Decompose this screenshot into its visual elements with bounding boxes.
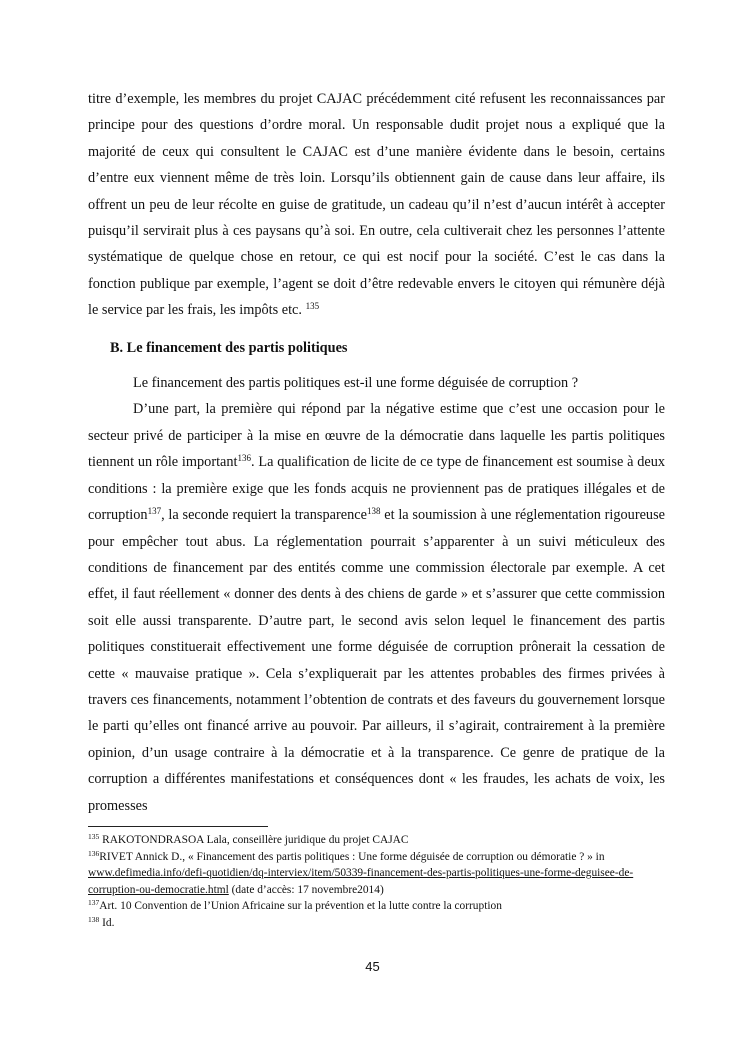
analysis-text-4: et la soumission à une réglementation rigoureuse pour empêcher tout abus. La réglementation pourrait s’apparenter à un suivi méticuleux des conditions de financement par des entités comme une commission électorale par exemple. A cet effet, il faut réellement « donner des dents à des chiens de garde » et s’assurer que cette commission soit elle aussi transparente. D’autre part, le second avis selon lequel le financement des partis politiques constituerait effectivement une forme déguisée de corruption prônerait la cessation de cette « mauvaise pratique ». Cela s’expliquerait par les attentes probables des firmes privées à travers ces financements, notamment l’obtention de contrats et des faveurs du gouvernement lorsque le parti qu’elles ont financé arrive au pouvoir. Par ailleurs, il s’agirait, contrairement à la première opinion, d’un usage contraire à la démocratie et à la transparence. Ce genre de pratique de la corruption a différentes manifestations et conséquences dont « les fraudes, les achats de voix, les promesses bbox=[88, 507, 665, 814]
footnote-137 bbox=[88, 898, 665, 915]
analysis-text-1: D’une part, la première qui répond par la négative estime que c’est une occasion pour le secteur privé de participer à la mise en œuvre de la démocratie dans laquelle les partis politiques tiennent un rôle important bbox=[88, 401, 665, 471]
page-number: 45 bbox=[365, 959, 380, 974]
footnote-text: Id. bbox=[99, 916, 115, 929]
paragraph-continuation-text: titre d’exemple, les membres du projet CAJAC précédemment cité refusent les reconnaissances par principe pour des questions d’ordre moral. Un responsable dudit projet nous a expliqué que la majorité de ceux qui consultent le CAJAC est d’une manière évidente dans le besoin, certains d’entre eux viennent même de très loin. Lorsqu’ils obtiennent gain de cause dans leur affaire, ils offrent un peu de leur récolte en guise de gratitude, un cadeau qu’il n’est d’aucun intérêt à accepter puisqu’il servirait plus à ces paysans qu’à soi. En outre, cela cultiverait chez les personnes l’attente systématique de quelque chose en retour, ce qui est nocif pour la société. C’est le cas dans la fonction publique par exemple, l’agent se doit d’être redevable envers le citoyen qui rémunère déjà le service par les frais, les impôts etc. bbox=[88, 91, 665, 319]
analysis-text-2: . La qualification de licite de ce type de financement est soumise à deux conditions : la première exige que les fonds acquis ne proviennent pas de pratiques illégales et de corruption bbox=[88, 454, 665, 524]
footnote-text: RIVET Annick D., « Financement des partis politiques : Une forme déguisée de corruption ou démoratie ? » in bbox=[99, 850, 605, 863]
analysis-paragraph bbox=[88, 396, 665, 819]
footnote-separator bbox=[88, 826, 268, 827]
footnote-138 bbox=[88, 915, 665, 932]
footnote-number: 136 bbox=[88, 848, 100, 858]
footnotes bbox=[88, 832, 665, 932]
footnote-ref-137: 137 bbox=[147, 506, 162, 517]
footnote-136 bbox=[88, 849, 665, 899]
body-text bbox=[88, 86, 665, 819]
footnote-ref-136: 136 bbox=[237, 453, 252, 464]
footnote-number: 138 bbox=[88, 914, 100, 924]
footnote-link[interactable]: www.defimedia.info/defi-quotidien/dq-interviex/item/50339-financement-des-partis-politiques-une-forme-deguisee-de-corruption-ou-democratie.html bbox=[88, 867, 634, 896]
footnote-text: Art. 10 Convention de l’Union Africaine sur la prévention et la lutte contre la corruption bbox=[99, 900, 502, 913]
footnote-number: 137 bbox=[88, 898, 100, 908]
section-heading: B. Le financement des partis politiques bbox=[110, 339, 348, 356]
footnote-number: 135 bbox=[88, 832, 100, 841]
footnote-ref-138: 138 bbox=[366, 506, 381, 517]
footnote-ref-135: 135 bbox=[305, 301, 320, 312]
analysis-text-3: , la seconde requiert la transparence bbox=[161, 507, 367, 524]
footnote-access-date: (date d’accès: 17 novembre2014) bbox=[228, 883, 384, 896]
footnote-text: RAKOTONDRASOA Lala, conseillère juridique du projet CAJAC bbox=[99, 834, 409, 846]
footnote-135 bbox=[88, 832, 665, 849]
paragraph-continuation bbox=[88, 86, 665, 324]
question-paragraph: Le financement des partis politiques est-il une forme déguisée de corruption ? bbox=[133, 375, 579, 392]
